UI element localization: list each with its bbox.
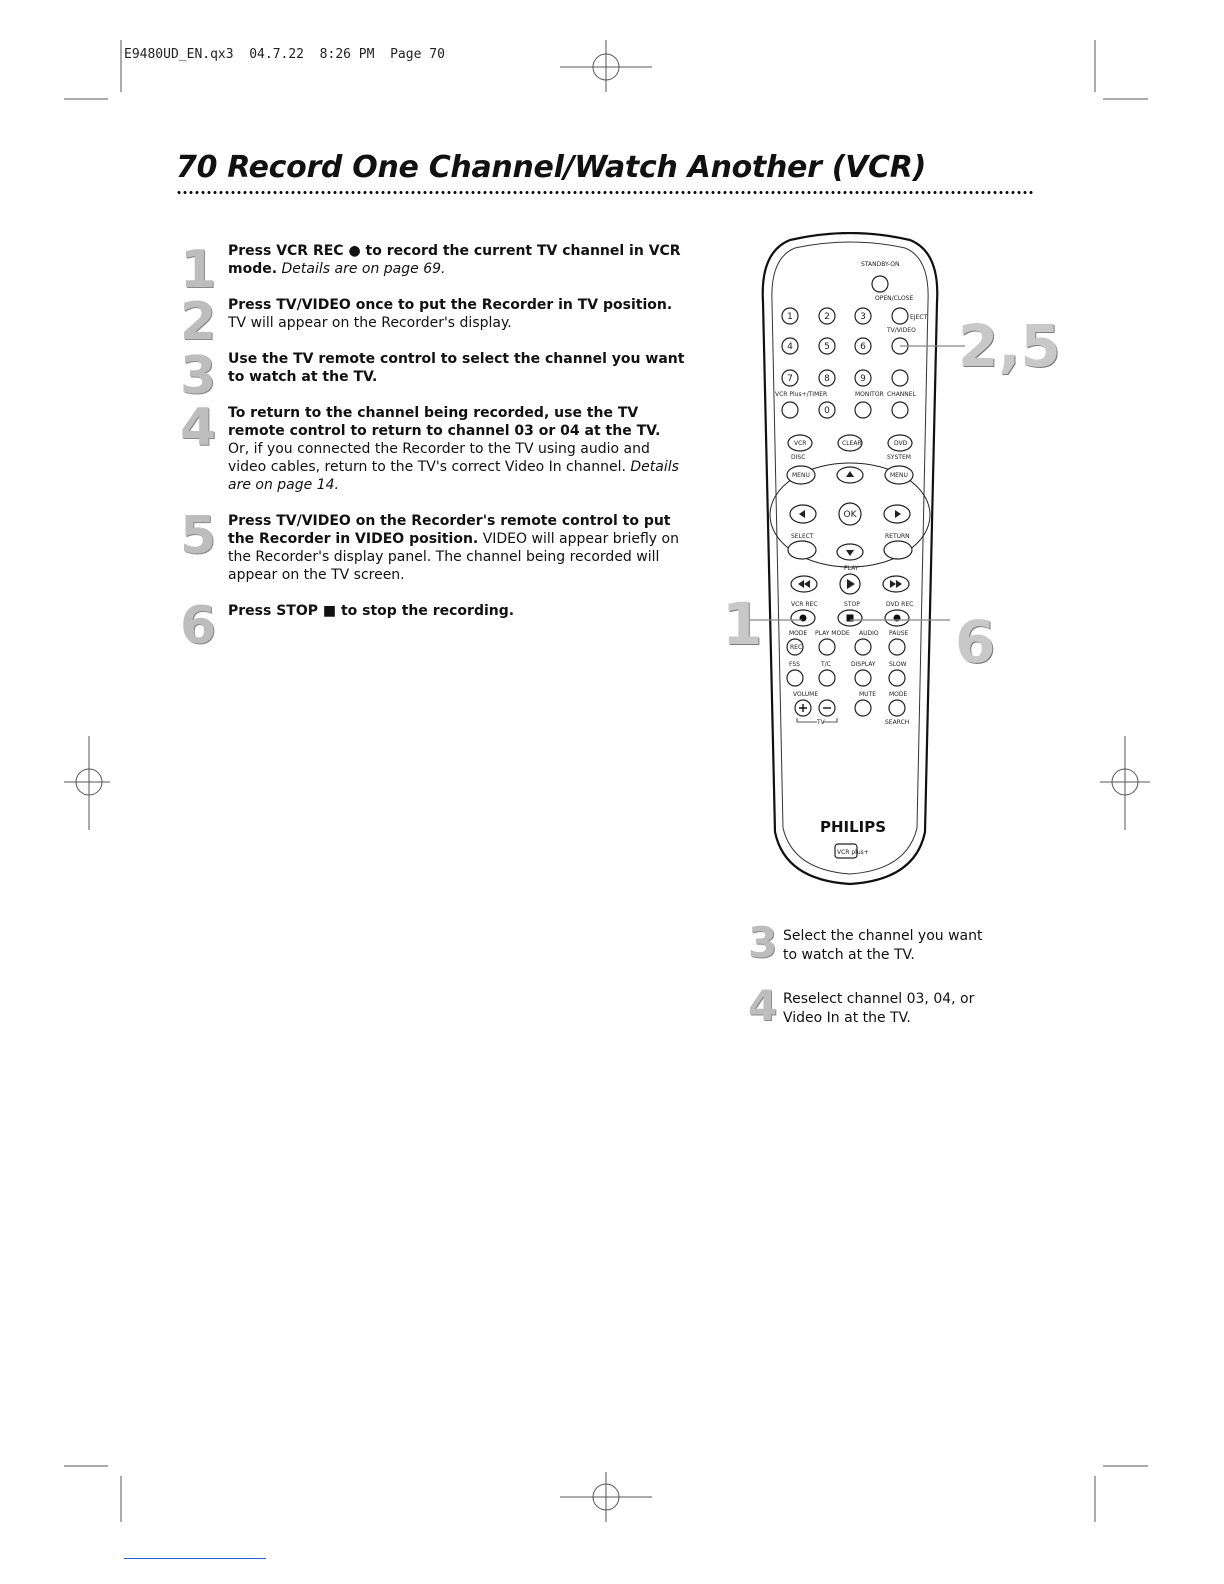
tv-label: TV: [817, 719, 825, 726]
note-4-text: Reselect channel 03, 04, or Video In at the TV.: [783, 991, 975, 1026]
digit-label: 2: [824, 312, 830, 322]
vcrrec-label: VCR REC: [791, 601, 818, 608]
vcr-label: VCR: [794, 440, 807, 447]
step-2-bold: Press TV/VIDEO once to put the Recorder in TV position.: [228, 297, 673, 313]
slow-button[interactable]: [889, 670, 905, 686]
playmode-label: PLAY MODE: [815, 630, 850, 637]
step-number: 3: [180, 346, 217, 406]
tvvideo-label: TV/VIDEO: [887, 327, 916, 334]
menu-label: MENU: [890, 472, 908, 479]
stop-label: STOP: [844, 601, 860, 608]
channel-label: CHANNEL: [887, 391, 916, 398]
tc-label: T/C: [821, 661, 831, 668]
page-title: 70 Record One Channel/Watch Another (VCR): [176, 150, 926, 185]
step-number: 4: [180, 398, 217, 458]
monitor-label: MONITOR: [855, 391, 884, 398]
mode2-label: MODE: [889, 691, 908, 698]
step-1: [228, 242, 688, 278]
dotted-rule: [176, 190, 1034, 195]
note-number: 3: [748, 918, 778, 967]
return-label: RETURN: [885, 533, 910, 540]
step-number: 6: [180, 596, 217, 656]
step-6-bold: Press STOP ■ to stop the recording.: [228, 603, 515, 619]
callout-1: 1: [722, 590, 763, 658]
volume-label: VOLUME: [793, 691, 819, 698]
step-1-bold: Press VCR REC ● to record the current TV channel in VCR mode.: [228, 243, 681, 277]
mute-label: MUTE: [859, 691, 877, 698]
power-button[interactable]: [872, 276, 888, 292]
digit-label: 1: [787, 312, 793, 322]
rec-label: REC: [790, 644, 803, 651]
step-4-bold: To return to the channel being recorded, use the TV remote control to return to channel 03 or 04 at the TV.: [228, 405, 661, 439]
digit-label: 7: [787, 374, 793, 384]
step-4: [228, 404, 688, 494]
step-number: 5: [180, 506, 217, 566]
audio-label: AUDIO: [859, 630, 879, 637]
vcrplus-logo: VCR plus+: [837, 849, 869, 856]
step-3-bold: Use the TV remote control to select the channel you want to watch at the TV.: [228, 351, 685, 385]
print-slug: E9480UD_EN.qx3 04.7.22 8:26 PM Page 70: [124, 47, 445, 62]
step-1-note: Details are on page 69.: [281, 261, 446, 277]
step-2-text: TV will appear on the Recorder's display.: [228, 315, 512, 331]
digit-label: 8: [824, 374, 830, 384]
digit-label: 0: [824, 406, 830, 416]
fss-button[interactable]: [787, 670, 803, 686]
step-3: [228, 350, 688, 386]
step-6: [228, 602, 688, 620]
vcrplus-label: VCR Plus+/TIMER: [775, 391, 828, 398]
select-label: SELECT: [791, 533, 814, 540]
ok-label: OK: [843, 510, 857, 520]
pause-label: PAUSE: [889, 630, 909, 637]
dvd-label: DVD: [894, 440, 908, 447]
standby-label: STANDBY-ON: [861, 261, 900, 268]
step-4-text: Or, if you connected the Recorder to the TV using audio and video cables, return to the TV's correct Video In channel.: [228, 441, 650, 475]
step-5: [228, 512, 688, 584]
step-4-note: Details are on page 14.: [228, 459, 679, 493]
display-label: DISPLAY: [851, 661, 876, 668]
fss-label: FSS: [789, 661, 800, 668]
digit-label: 5: [824, 342, 830, 352]
eject-button[interactable]: [892, 308, 908, 324]
system-label: SYSTEM: [887, 454, 911, 461]
footer-line: [124, 1558, 266, 1559]
mode-label: MODE: [789, 630, 808, 637]
mute-button[interactable]: [855, 700, 871, 716]
eject-label: EJECT: [910, 314, 928, 321]
digit-label: 6: [860, 342, 866, 352]
menu-label: MENU: [792, 472, 810, 479]
note-3-text: Select the channel you want to watch at the TV.: [783, 928, 983, 963]
play-label: PLAY: [844, 565, 859, 572]
step-number: 2: [180, 292, 217, 352]
clear-label: CLEAR: [842, 440, 862, 447]
callout-6: 6: [955, 608, 996, 676]
search-mode-button[interactable]: [889, 700, 905, 716]
openclose-label: OPEN/CLOSE: [875, 295, 914, 302]
philips-logo: PHILIPS: [819, 818, 887, 836]
digit-label: 9: [860, 374, 866, 384]
step-5-bold: Press TV/VIDEO on the Recorder's remote control to put the Recorder in VIDEO position.: [228, 513, 671, 547]
search-label: SEARCH: [885, 719, 910, 726]
disc-label: DISC: [791, 454, 806, 461]
dvdrec-label: DVD REC: [886, 601, 914, 608]
digit-label: 4: [787, 342, 793, 352]
digit-label: 3: [860, 312, 866, 322]
callout-2-5: 2,5: [958, 312, 1061, 380]
note-number: 4: [748, 981, 778, 1030]
tc-button[interactable]: [819, 670, 835, 686]
step-5-text: VIDEO will appear briefly on the Recorder's display panel. The channel being recorded will appear on the TV screen.: [228, 531, 679, 583]
slow-label: SLOW: [889, 661, 907, 668]
step-number: 1: [180, 240, 217, 300]
callout-lines: [740, 330, 980, 660]
step-2: [228, 296, 688, 332]
display-button[interactable]: [855, 670, 871, 686]
